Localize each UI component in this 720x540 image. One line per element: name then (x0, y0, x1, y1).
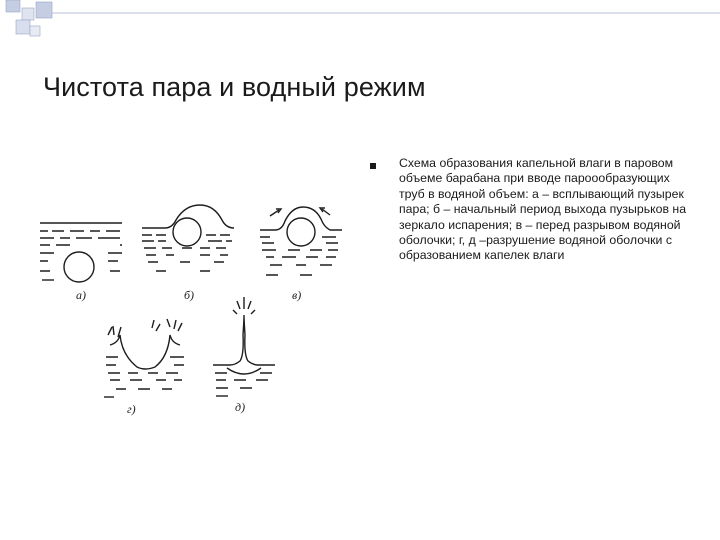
label-d: д) (235, 400, 246, 414)
square-bullet-icon (370, 163, 376, 169)
bullet-text: Схема образования капельной влаги в паровом объеме барабана при вводе пароообразующих труб в водяной объем: а – всплывающий пузырек пара; б – начальный период выхода пузырьков на зеркало испарения; в – перед разрывом водяной оболочки; г, д –разрушение водяной оболочки с образованием капелек влаги (399, 156, 687, 263)
panel-c (260, 207, 342, 275)
droplet-formation-diagram (30, 195, 350, 420)
label-a: а) (76, 288, 86, 302)
panel-d (213, 297, 275, 396)
label-v: в) (292, 288, 302, 302)
slide-title: Чистота пара и водный режим (43, 72, 426, 102)
panel-b (142, 205, 234, 271)
decorative-header (0, 0, 720, 60)
label-b: б) (184, 288, 195, 302)
panel-a (40, 223, 122, 282)
panel-g (104, 319, 184, 397)
decorative-squares (6, 0, 52, 36)
label-g: г) (127, 402, 136, 416)
